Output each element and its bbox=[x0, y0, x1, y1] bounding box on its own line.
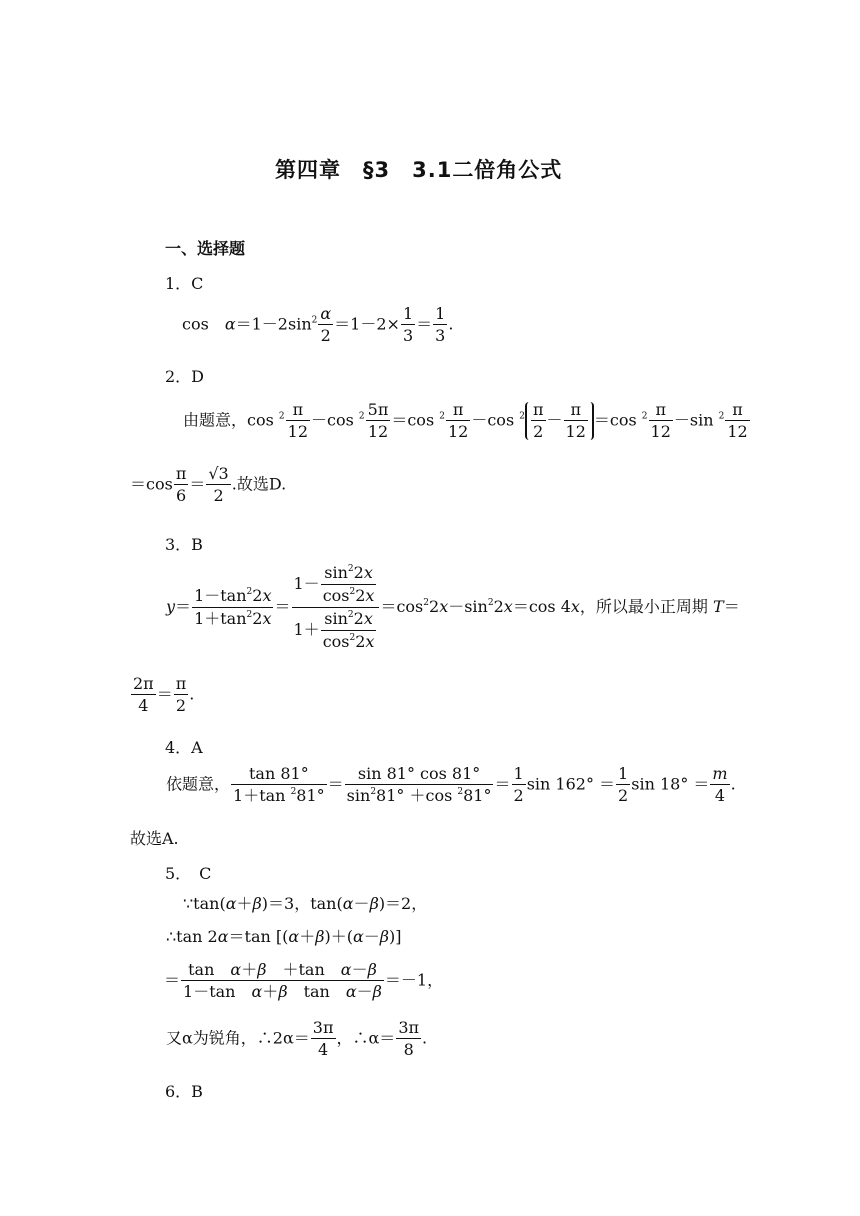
question-1-solution: cos $\alpha=1-2\sin^2$ $\frac{\alpha}{2}$ ＝1－2× $\frac{1}{3}$ ＝ $\frac{1}{3}$ . bbox=[182, 304, 454, 345]
question-2-prefix: 由题意， bbox=[183, 410, 248, 430]
question-6-number: 6．B bbox=[165, 1082, 203, 1101]
question-1-number: 1．C bbox=[165, 274, 204, 293]
question-4-conclusion: 故选A. bbox=[130, 829, 179, 848]
question-5-step3: 又α为锐角，∴2α＝ $\frac{3\pi}{4}$ ，∴α＝ $\frac{3\pi}{8}$ . bbox=[166, 1018, 428, 1059]
question-5-number: 5． C bbox=[165, 864, 212, 883]
question-3-solution-line1: y＝ $\frac{1-\tan^22x}{1+\tan^22x}$ ＝ 1－ $\frac{\sin^22x}{\cos^22x}$ 1＋ $\frac{\sin^22x}{\cos^22x}$ $=\cos^22x-\sin^22x=\cos$ 4x，所以最小正周期 T＝ bbox=[166, 563, 740, 651]
section-heading: 一、选择题 bbox=[165, 239, 246, 258]
question-5-step2: ＝ $\frac{\text{tan α＋β ＋tan α－β}}{\text{1－tan α＋β tan α－β}}$ ＝－1， bbox=[164, 960, 444, 1001]
parenthesis-group: $\frac{\pi}{2}$ － $\frac{\pi}{12}$ bbox=[525, 402, 594, 440]
question-4-number: 4．A bbox=[165, 738, 203, 757]
question-5-given: ∵tan(α＋β)＝3，tan(α－β)＝2， bbox=[183, 894, 428, 913]
question-4-solution-line1: 依题意， $\frac{\tan 81^\circ}{1+\tan ^281^\circ}$ ＝ $\frac{\sin 81^\circ \cos 81^\circ}{\sin^281^\circ +\cos ^281^\circ}$ ＝ $\frac{1}{2}$ sin 162° ＝ $\frac{1}{2}$ sin 18° ＝ $\frac{m}{4}$ . bbox=[166, 764, 736, 805]
question-2-conclusion: 故选D. bbox=[236, 474, 287, 494]
question-5-line3: 又α为锐角，∴2α＝ bbox=[166, 1028, 310, 1048]
question-2-solution-line2: ＝cos $\frac{\pi}{6}$ ＝ $\frac{√3}{2}$ .故选D. bbox=[130, 464, 287, 505]
question-3-text: ，所以最小正周期 bbox=[579, 597, 708, 616]
question-3-solution-line2: $\frac{2\pi}{4}$ ＝ $\frac{\pi}{2}$ . bbox=[133, 674, 195, 715]
question-2-number: 2．D bbox=[165, 367, 205, 386]
page-title: 第四章 §3 3.1二倍角公式 bbox=[275, 158, 563, 182]
question-5-step1: ∴tan 2α＝tan [(α＋β)＋(α－β)] bbox=[166, 927, 402, 946]
question-4-prefix: 依题意， bbox=[166, 774, 231, 794]
question-5-line3b: ，∴α＝ bbox=[336, 1028, 396, 1048]
question-2-solution-line1: 由题意，cos $^2$ $\frac{\pi}{12}$ －cos $^2$ $\frac{5\pi}{12}$ ＝cos $^2$ $\frac{\pi}{12}$ －cos $^2$ $\frac{\pi}{2}$ － $\frac{\pi}{12}$ ＝cos $^2$ $\frac{\pi}{12}$ －sin $^2$ $\frac{\pi}{12}$ bbox=[183, 400, 748, 441]
question-3-number: 3．B bbox=[165, 535, 203, 554]
